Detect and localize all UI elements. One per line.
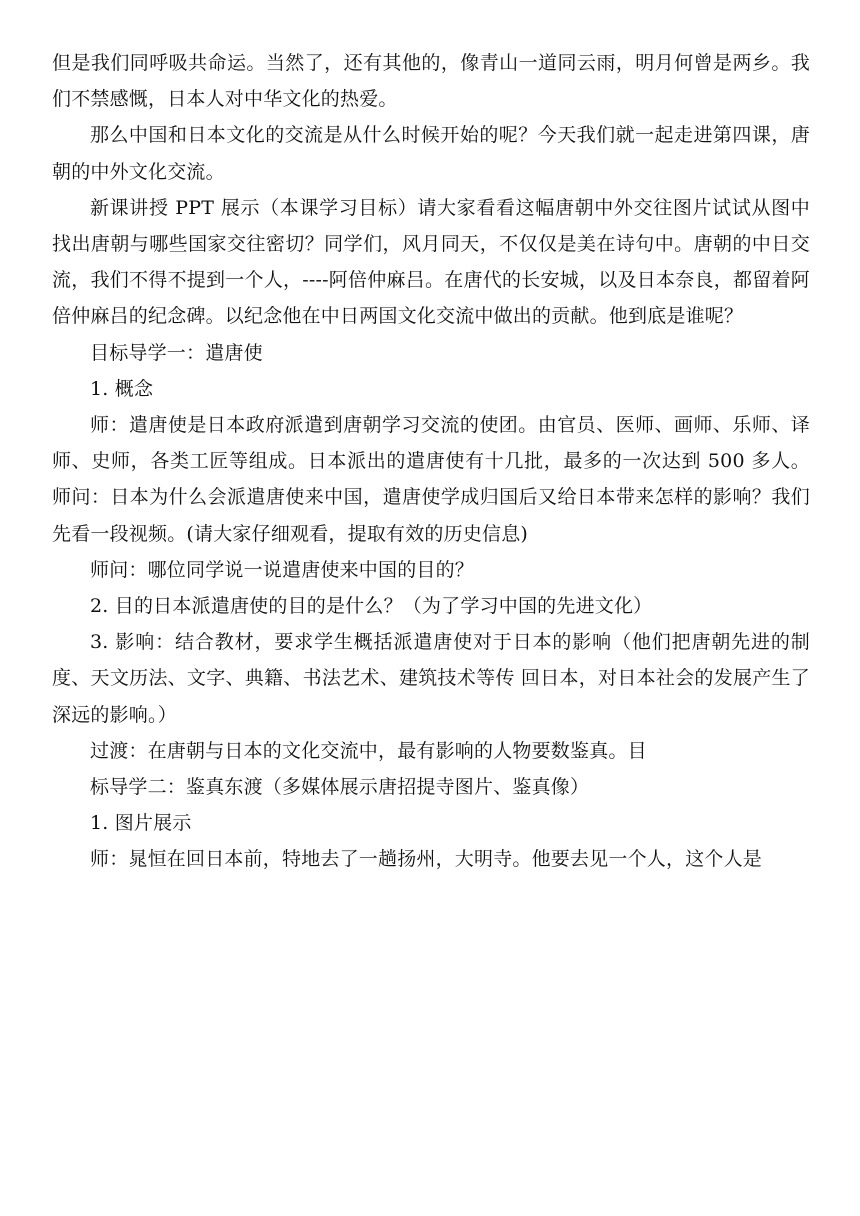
section-heading-1: 目标导学一：遣唐使 [90,341,263,364]
paragraph-2: 那么中国和日本文化的交流是从什么时候开始的呢？今天我们就一起走进第四课，唐朝的中外文化交流。 [52,124,810,183]
subheading-images: 1. 图片展示 [90,812,192,835]
paragraph-3: 新课讲授 PPT 展示（本课学习目标）请大家看看这幅唐朝中外交往图片试试从图中找出唐朝与哪些国家交往密切？同学们，风月同天，不仅仅是美在诗句中。唐朝的中日交流，我们不得不提到一个人，----阿倍仲麻吕。在唐代的长安城，以及日本奈良，都留着阿倍仲麻吕的纪念碑。以纪念他在中日两国文化交流中做出的贡献。他到底是谁呢？ [52,196,810,328]
paragraph-4: 师：遣唐使是日本政府派遣到唐朝学习交流的使团。由官员、医师、画师、乐师、译师、史师，各类工匠等组成。日本派出的遣唐使有十几批，最多的一次达到 500 多人。师问：日本为什么会派遣唐使来中国，遣唐使学成归国后又给日本带来怎样的影响？我们先看一段视频。(请大家仔细观看，提取有效的历史信息) [52,414,810,545]
paragraph-5: 师问：哪位同学说一说遣唐使来中国的目的？ [90,558,475,581]
paragraph-7: 3. 影响：结合教材，要求学生概括派遣唐使对于日本的影响（他们把唐朝先进的制度、天文历法、文字、典籍、书法艺术、建筑技术等传 回日本，对日本社会的发展产生了深远的影响。） [52,631,810,726]
document-page [52,45,810,878]
subheading-concept: 1. 概念 [90,377,154,400]
section-heading-2: 标导学二：鉴真东渡（多媒体展示唐招提寺图片、鉴真像） [90,776,590,799]
paragraph-1: 但是我们同呼吸共命运。当然了，还有其他的，像青山一道同云雨，明月何曾是两乡。我们不禁感慨，日本人对中华文化的热爱。 [52,52,810,111]
paragraph-8: 过渡：在唐朝与日本的文化交流中，最有影响的人物要数鉴真。目 [90,739,647,762]
paragraph-6: 2. 目的日本派遣唐使的目的是什么？（为了学习中国的先进文化） [90,595,653,618]
paragraph-9: 师：晁恒在回日本前，特地去了一趟扬州，大明寺。他要去见一个人，这个人是 [90,848,763,871]
